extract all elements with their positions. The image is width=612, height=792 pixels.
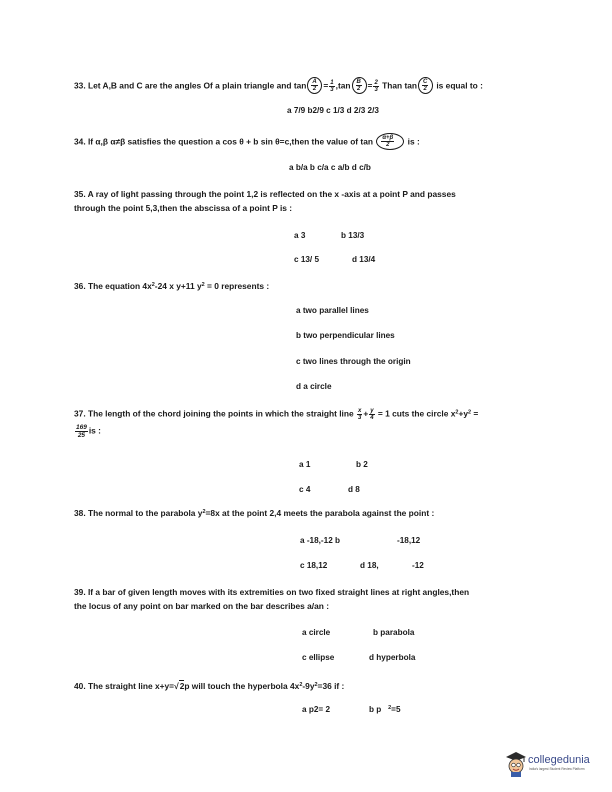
q40-option-b: b p $^2$=5 — [369, 705, 401, 714]
paren-b-over-2: $\frac{B}{2}$ — [352, 77, 367, 94]
paren-a-over-2: $\frac{A}{2}$ — [307, 77, 322, 94]
q38-option-a: a -18,-12 b — [300, 536, 341, 545]
q36-option-d: d a circle — [296, 382, 332, 391]
q39-option-a: a circle — [302, 628, 331, 637]
q39-option-c: c ellipse — [302, 653, 335, 662]
q35-option-a: a 3 — [294, 231, 306, 240]
question-35-line1: 35. A ray of light passing through the point 1,2 is reflected on the x -axis at a point P and passes — [74, 189, 456, 199]
sqrt-icon: √ — [174, 681, 179, 691]
question-36: 36. The equation $4x^2-24$ x y+11 $y^2 = 0$ represents : — [74, 281, 270, 291]
paren-alpha-beta: $\frac{\alpha+\beta}{2}$ — [376, 133, 404, 150]
question-34: 34. If α,β α≠β satisfies the question a cos θ + b sin θ=c,then the value of tan $\frac{\alpha+\beta}{2}$ is : — [74, 135, 420, 148]
q38-option-b: -18,12 — [397, 536, 421, 545]
q35-option-d: d 13/4 — [352, 255, 376, 264]
q38-option-c: c 18,12 — [300, 561, 328, 570]
q36-option-a: a two parallel lines — [296, 306, 369, 315]
q37-option-a: a 1 — [299, 460, 311, 469]
question-37: 37. The length of the chord joining the points in which the straight line $\frac{x}{3}$ + $\frac{y}{4}$ = 1 cuts the circle $x^2+y^2$ = — [74, 408, 479, 421]
q40-option-a: a p2= 2 — [302, 705, 330, 714]
q35-option-b: b 13/3 — [341, 231, 365, 240]
question-39-line1: 39. If a bar of given length moves with its extremities on two fixed straight lines at right angles,then — [74, 587, 470, 597]
question-39-line2: the locus of any point on bar marked on the bar describes a/an : — [74, 601, 330, 611]
paren-c-over-2: $\frac{C}{2}$ — [418, 77, 433, 94]
question-38: 38. The normal to the parabola $y^2=8x$ at the point 2,4 meets the parabola against the point : — [74, 508, 435, 518]
q39-option-d: d hyperbola — [369, 653, 416, 662]
q34-options: a b/a b c/a c a/b d c/b — [289, 163, 371, 172]
q39-option-b: b parabola — [373, 628, 415, 637]
brand-name: collegedunia — [528, 754, 590, 766]
q38-option-d: d 18, — [360, 561, 379, 570]
graduate-mascot-icon — [505, 751, 527, 782]
q36-option-b: b two perpendicular lines — [296, 331, 395, 340]
q37-option-d: d 8 — [348, 485, 360, 494]
q36-option-c: c two lines through the origin — [296, 357, 411, 366]
question-37-line2: $\frac{169}{25}$ is : — [76, 424, 101, 439]
question-40: 40. The straight line x+y=√2p will touch the hyperbola $4x^2-9y^2=36$ if : — [74, 681, 345, 691]
brand-tagline: India's largest Student Review Platform — [529, 767, 585, 771]
question-35-line2: through the point 5,3,then the abscissa of a point P is : — [74, 203, 293, 213]
question-33: 33. Let A,B and C are the angles Of a plain triangle and tan $\frac{A}{2}$ = $\frac{1}{3}$ ,tan $\frac{B}{2}$ = $\frac{2}{3}$ Than tan $\frac{C}{2}$ is equal to : — [74, 79, 483, 93]
q37-option-b: b 2 — [356, 460, 368, 469]
q35-option-c: c 13/ 5 — [294, 255, 320, 264]
q33-options: a 7/9 b2/9 c 1/3 d 2/3 2/3 — [287, 106, 379, 115]
q38-option-d-value: -12 — [412, 561, 424, 570]
q37-option-c: c 4 — [299, 485, 311, 494]
